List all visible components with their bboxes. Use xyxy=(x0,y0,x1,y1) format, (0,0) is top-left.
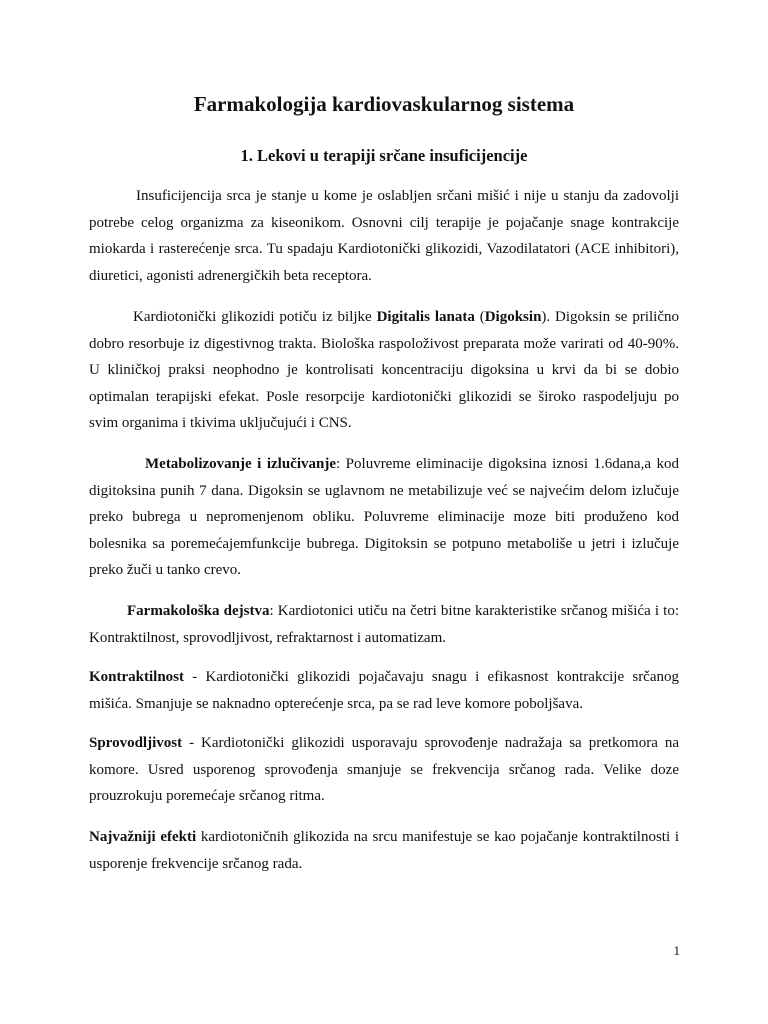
bold-term-najvazniji-efekti: Najvažniji efekti xyxy=(89,829,197,845)
bold-term-digitalis: Digitalis lanata xyxy=(376,309,475,325)
text-run: - Kardiotonički glikozidi pojačavaju snagu i efikasnost kontrakcije srčanog mišića. Smanjuje se naknadno opterećenje srca, pa se rad leve komore poboljšava. xyxy=(89,669,679,712)
document-title: Farmakologija kardiovaskularnog sistema xyxy=(193,92,575,116)
paragraph-kontraktilnost xyxy=(89,664,679,717)
section-heading: 1. Lekovi u terapiji srčane insuficijencije xyxy=(240,146,528,165)
paragraph-insuficijencija: Insuficijencija srca je stanje u kome je oslabljen srčani mišić i nije u stanju da zadovolji potrebe celog organizma za kiseonikom. Osnovni cilj terapije je pojačanje snage kontrakcije miokarda i rasterećenje srca. Tu spadaju Kardiotonički glikozidi, Vazodilatatori (ACE inhibitori), diuretici, agonisti adrenergičkih beta receptora. xyxy=(89,188,679,284)
paragraph-najvazniji-efekti xyxy=(89,824,679,877)
paragraph-kardiotonicki-glikozidi xyxy=(89,304,679,437)
text-run: Kardiotonički glikozidi potiču iz biljke xyxy=(133,309,377,325)
text-run: ). Digoksin se prilično dobro resorbuje iz digestivnog trakta. Biološka raspoloživost preparata može varirati od 40-90%. U kliničkoj praksi neophodno je kontrolisati koncentraciju digoksina u krvi da bi se dobio optimalan terapijski efekat. Posle resorpcije kardiotonički glikozidi se široko raspodeljuju po svim organima i tkivima uključujući i CNS. xyxy=(89,309,679,431)
text-run: : Poluvreme eliminacije digoksina iznosi 1.6dana,a kod digitoksina punih 7 dana. Digoksin se uglavnom ne metabilizuje već se najvećim delom izlučuje preko bubrega u nepromenjenom obliku. Poluvreme eliminacije moze biti produženo kod bolesnika sa poremećajemfunkcije bubrega. Digitoksin se potpuno metaboliše u jetri i izlučuje preko žuči u tanko crevo. xyxy=(89,456,679,578)
bold-term-metabolizovanje: Metabolizovanje i izlučivanje xyxy=(145,456,336,472)
text-run: ( xyxy=(474,309,485,325)
paragraph-metabolizovanje xyxy=(89,451,679,584)
text-run: : Kardiotonici utiču na četri bitne karakteristike srčanog mišića i to: Kontraktilnost, sprovodljivost, refraktarnost i automatizam. xyxy=(89,603,679,646)
paragraph-farmakoloska-dejstva xyxy=(89,598,679,651)
paragraph-sprovodljivost xyxy=(89,730,679,810)
bold-term-farmakoloska-dejstva: Farmakološka dejstva xyxy=(127,603,270,619)
bold-term-kontraktilnost: Kontraktilnost xyxy=(89,669,185,685)
text-run: kardiotoničnih glikozida na srcu manifestuje se kao pojačanje kontraktilnosti i usporenje frekvencije srčanog rada. xyxy=(89,829,679,872)
text-run: - Kardiotonički glikozidi usporavaju sprovođenje nadražaja sa pretkomora na komore. Usred usporenog sprovođenja smanjuje se frekvencija srčanog rada. Velike doze prouzrokuju poremećaje srčanog ritma. xyxy=(89,735,679,804)
page-number: 1 xyxy=(673,943,680,958)
bold-term-digoksin: Digoksin xyxy=(484,309,542,325)
bold-term-sprovodljivost: Sprovodljivost xyxy=(89,735,183,751)
